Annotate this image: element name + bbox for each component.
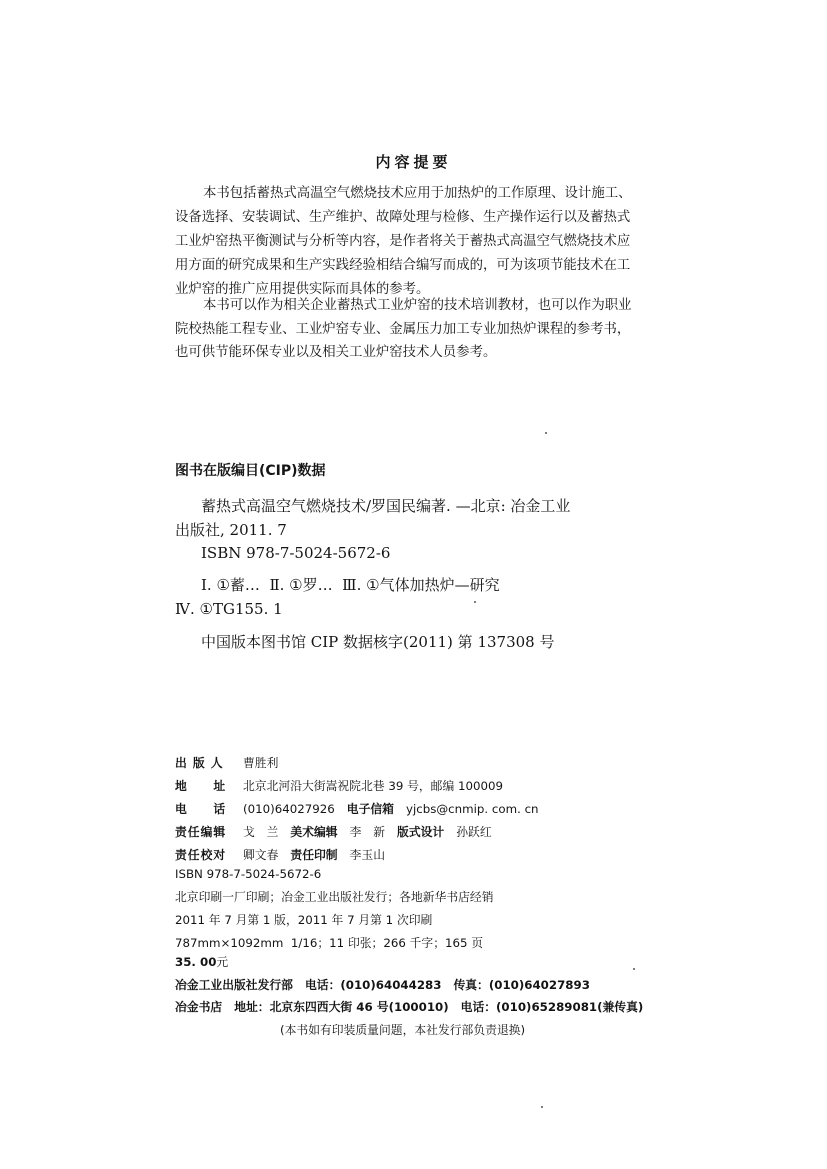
phone-value: (010)64027926 [243,802,335,816]
scan-speck [474,601,476,603]
imprint-editors [175,823,492,841]
imprint-proof [175,846,385,864]
summary-title: 内容提要 [375,153,452,171]
dept-phone: 电话：(010)64044283 [304,978,442,992]
editor-value: 戈 兰 [243,825,279,839]
summary-line: 院校热能工程专业、工业炉窑专业、金属压力加工专业加热炉课程的参考书， [175,322,631,337]
imprint-store [175,998,643,1016]
imprint-notice: (本书如有印装质量问题，本社发行部负责退换) [280,1023,526,1037]
summary-line: 本书可以作为相关企业蓄热式工业炉窑的技术培训教材，也可以作为职业 [203,298,632,313]
price-value: 35. 00 [175,955,217,969]
phone-label: 电 话 [175,802,227,816]
summary-line: 用方面的研究成果和生产实践经验相结合编写而成的，可为该项节能技术在工 [175,258,631,273]
publisher-label: 出 版 人 [175,756,224,770]
summary-line: 本书包括蓄热式高温空气燃烧技术应用于加热炉的工作原理、设计施工、 [203,186,632,201]
email-value: yjcbs@cnmip. com. cn [405,802,539,816]
cip-line: 中国版本图书馆 CIP 数据核字(2011) 第 137308 号 [201,633,555,651]
address-label: 地 址 [175,779,227,793]
summary-line: 工业炉窑热平衡测试与分析等内容，是作者将关于蓄热式高温空气燃烧技术应 [175,234,631,249]
editor-label: 责任编辑 [175,825,227,839]
imprint-phone [175,800,539,818]
cip-line: Ⅳ. ①TG155. 1 [175,600,283,618]
scan-speck [633,968,635,970]
price-unit: 元 [216,955,229,969]
store-phone: 电话：(010)65289081(兼传真) [460,1000,644,1014]
scan-speck [545,432,547,434]
print-resp-value: 李玉山 [349,848,386,862]
cip-line: Ⅰ. ①蓄… Ⅱ. ①罗… Ⅲ. ①气体加热炉—研究 [201,576,500,594]
art-editor-label: 美术编辑 [290,825,338,839]
proof-value: 卿文春 [243,848,279,862]
scan-speck [541,1106,543,1108]
cip-line: 蓄热式高温空气燃烧技术/罗国民编著. —北京: 冶金工业 [201,497,571,515]
store-address: 地址：北京东四西大街 46 号(100010) [234,1000,449,1014]
dept-name: 冶金工业出版社发行部 [175,978,293,992]
imprint-format: 787mm×1092mm 1/16；11 印张；266 千字；165 页 [175,936,484,950]
imprint-address [175,777,503,795]
imprint-isbn: ISBN 978-7-5024-5672-6 [175,867,322,881]
publisher-value: 曹胜利 [243,756,279,770]
proof-label: 责任校对 [175,848,227,862]
cip-line: 出版社, 2011. 7 [175,521,287,539]
art-editor-value: 李 新 [349,825,386,839]
imprint-dept [175,976,590,994]
layout-label: 版式设计 [397,825,445,839]
summary-line: 设备选择、安装调试、生产维护、故障处理与检修、生产操作运行以及蓄热式 [175,210,631,225]
email-label: 电子信箱 [346,802,394,816]
dept-fax: 传真：(010)64027893 [453,978,590,992]
imprint-price [175,953,228,971]
cip-line: ISBN 978-7-5024-5672-6 [201,544,391,562]
print-resp-label: 责任印制 [290,848,338,862]
summary-line: 也可供节能环保专业以及相关工业炉窑技术人员参考。 [175,345,497,360]
address-value: 北京北河沿大街嵩祝院北巷 39 号，邮编 100009 [243,779,504,793]
store-name: 冶金书店 [175,1000,223,1014]
cip-heading: 图书在版编目(CIP)数据 [175,463,326,479]
summary-line: 业炉窑的推广应用提供实际而具体的参考。 [175,282,430,297]
imprint-edition: 2011 年 7 月第 1 版，2011 年 7 月第 1 次印刷 [175,913,433,927]
imprint-publisher [175,754,278,772]
imprint-printer: 北京印刷一厂印刷；冶金工业出版社发行；各地新华书店经销 [175,890,494,904]
layout-value: 孙跃红 [456,825,492,839]
